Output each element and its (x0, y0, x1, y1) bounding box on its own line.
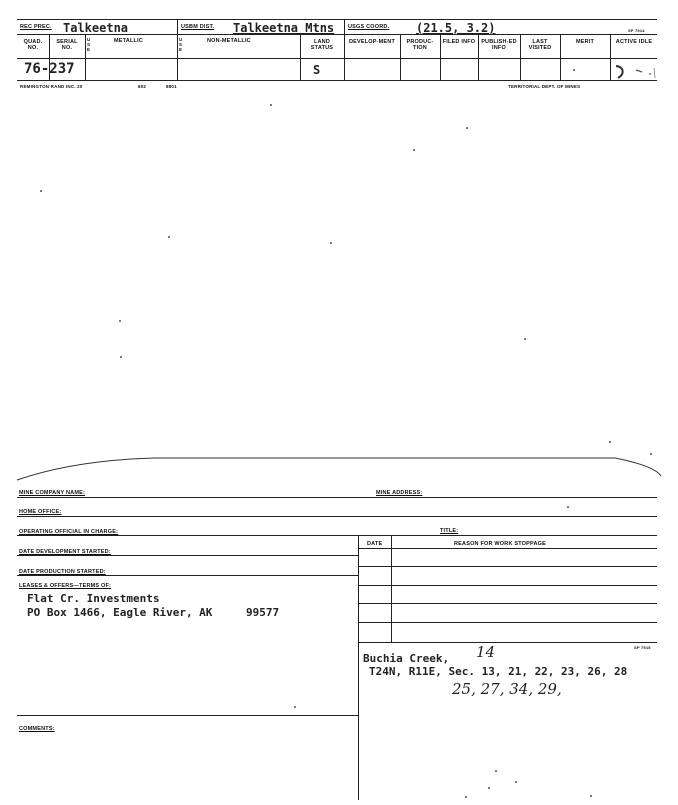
handwritten-14: 14 (476, 643, 496, 661)
rec-prec-value: Talkeetna (63, 21, 129, 35)
col-use-code-nonmetallic: U S E (179, 37, 183, 52)
pencil-mark (608, 60, 658, 82)
handwritten-sections: 25, 27, 34, 29, (452, 680, 562, 698)
footer-dept: TERRITORIAL DEPT. OF MINES (508, 84, 581, 89)
home-office-label: HOME OFFICE: (19, 509, 62, 515)
leases-line-2: PO Box 1466, Eagle River, AK (27, 606, 213, 619)
quad-serial-value: 76-237 (24, 61, 75, 77)
col-metallic: METALLIC (114, 38, 143, 44)
col-use-code-metallic: U S E (87, 37, 91, 52)
col-published-info: PUBLISH-ED INFO (481, 39, 517, 51)
comments-label: COMMENTS: (19, 726, 55, 732)
land-status-value: S (313, 63, 321, 77)
form-number-bottom: SP 7915 (634, 645, 651, 650)
footer-code-1: 802 (138, 84, 147, 89)
usgs-coord-value: (21.5, 3.2) (416, 21, 496, 35)
col-serial-no: SERIAL NO. (56, 39, 78, 51)
date-col-label: DATE (367, 541, 383, 547)
date-production-label: DATE PRODUCTION STARTED: (19, 569, 106, 575)
mine-address-label: MINE ADDRESS: (376, 490, 423, 496)
leases-label: LEASES & OFFERS—TERMS OF: (19, 583, 112, 589)
mine-company-name-label: MINE COMPANY NAME: (19, 490, 86, 496)
operating-official-label: OPERATING OFFICIAL IN CHARGE: (19, 529, 119, 535)
col-merit: MERIT (575, 39, 595, 45)
leases-zip: 99577 (246, 606, 280, 619)
usbm-dist-value: Talkeetna Mtns (233, 21, 335, 35)
footer-printer: REMINGTON RAND INC. 20 (20, 84, 83, 89)
rec-prec-label: REC PREC. (20, 24, 52, 30)
col-production: PRODUC-TION (406, 39, 434, 51)
title-label: TITLE: (440, 528, 459, 534)
col-last-visited: LAST VISITED (528, 39, 552, 51)
col-non-metallic: NON-METALLIC (207, 38, 251, 44)
col-active-idle: ACTIVE IDLE (615, 39, 653, 45)
col-development: DEVELOP-MENT (348, 39, 396, 45)
footer-code-2: 8801 (166, 84, 177, 89)
usgs-coord-label: USGS COORD. (348, 24, 390, 30)
col-filed-info: FILED INFO (442, 39, 476, 45)
location-line-2: T24N, R11E, Sec. 13, 21, 22, 23, 26, 28 (369, 665, 628, 678)
form-number-top: SP 7914 (628, 28, 645, 33)
col-land-status: LAND STATUS (310, 39, 334, 51)
reason-stoppage-label: REASON FOR WORK STOPPAGE (454, 541, 546, 547)
leases-line-1: Flat Cr. Investments (27, 592, 160, 605)
card-top-edge (15, 450, 663, 490)
col-quad-no: QUAD. NO. (23, 39, 43, 51)
date-development-label: DATE DEVELOPMENT STARTED: (19, 549, 111, 555)
location-line-1: Buchia Creek, (363, 652, 450, 665)
usbm-dist-label: USBM DIST. (181, 24, 215, 30)
